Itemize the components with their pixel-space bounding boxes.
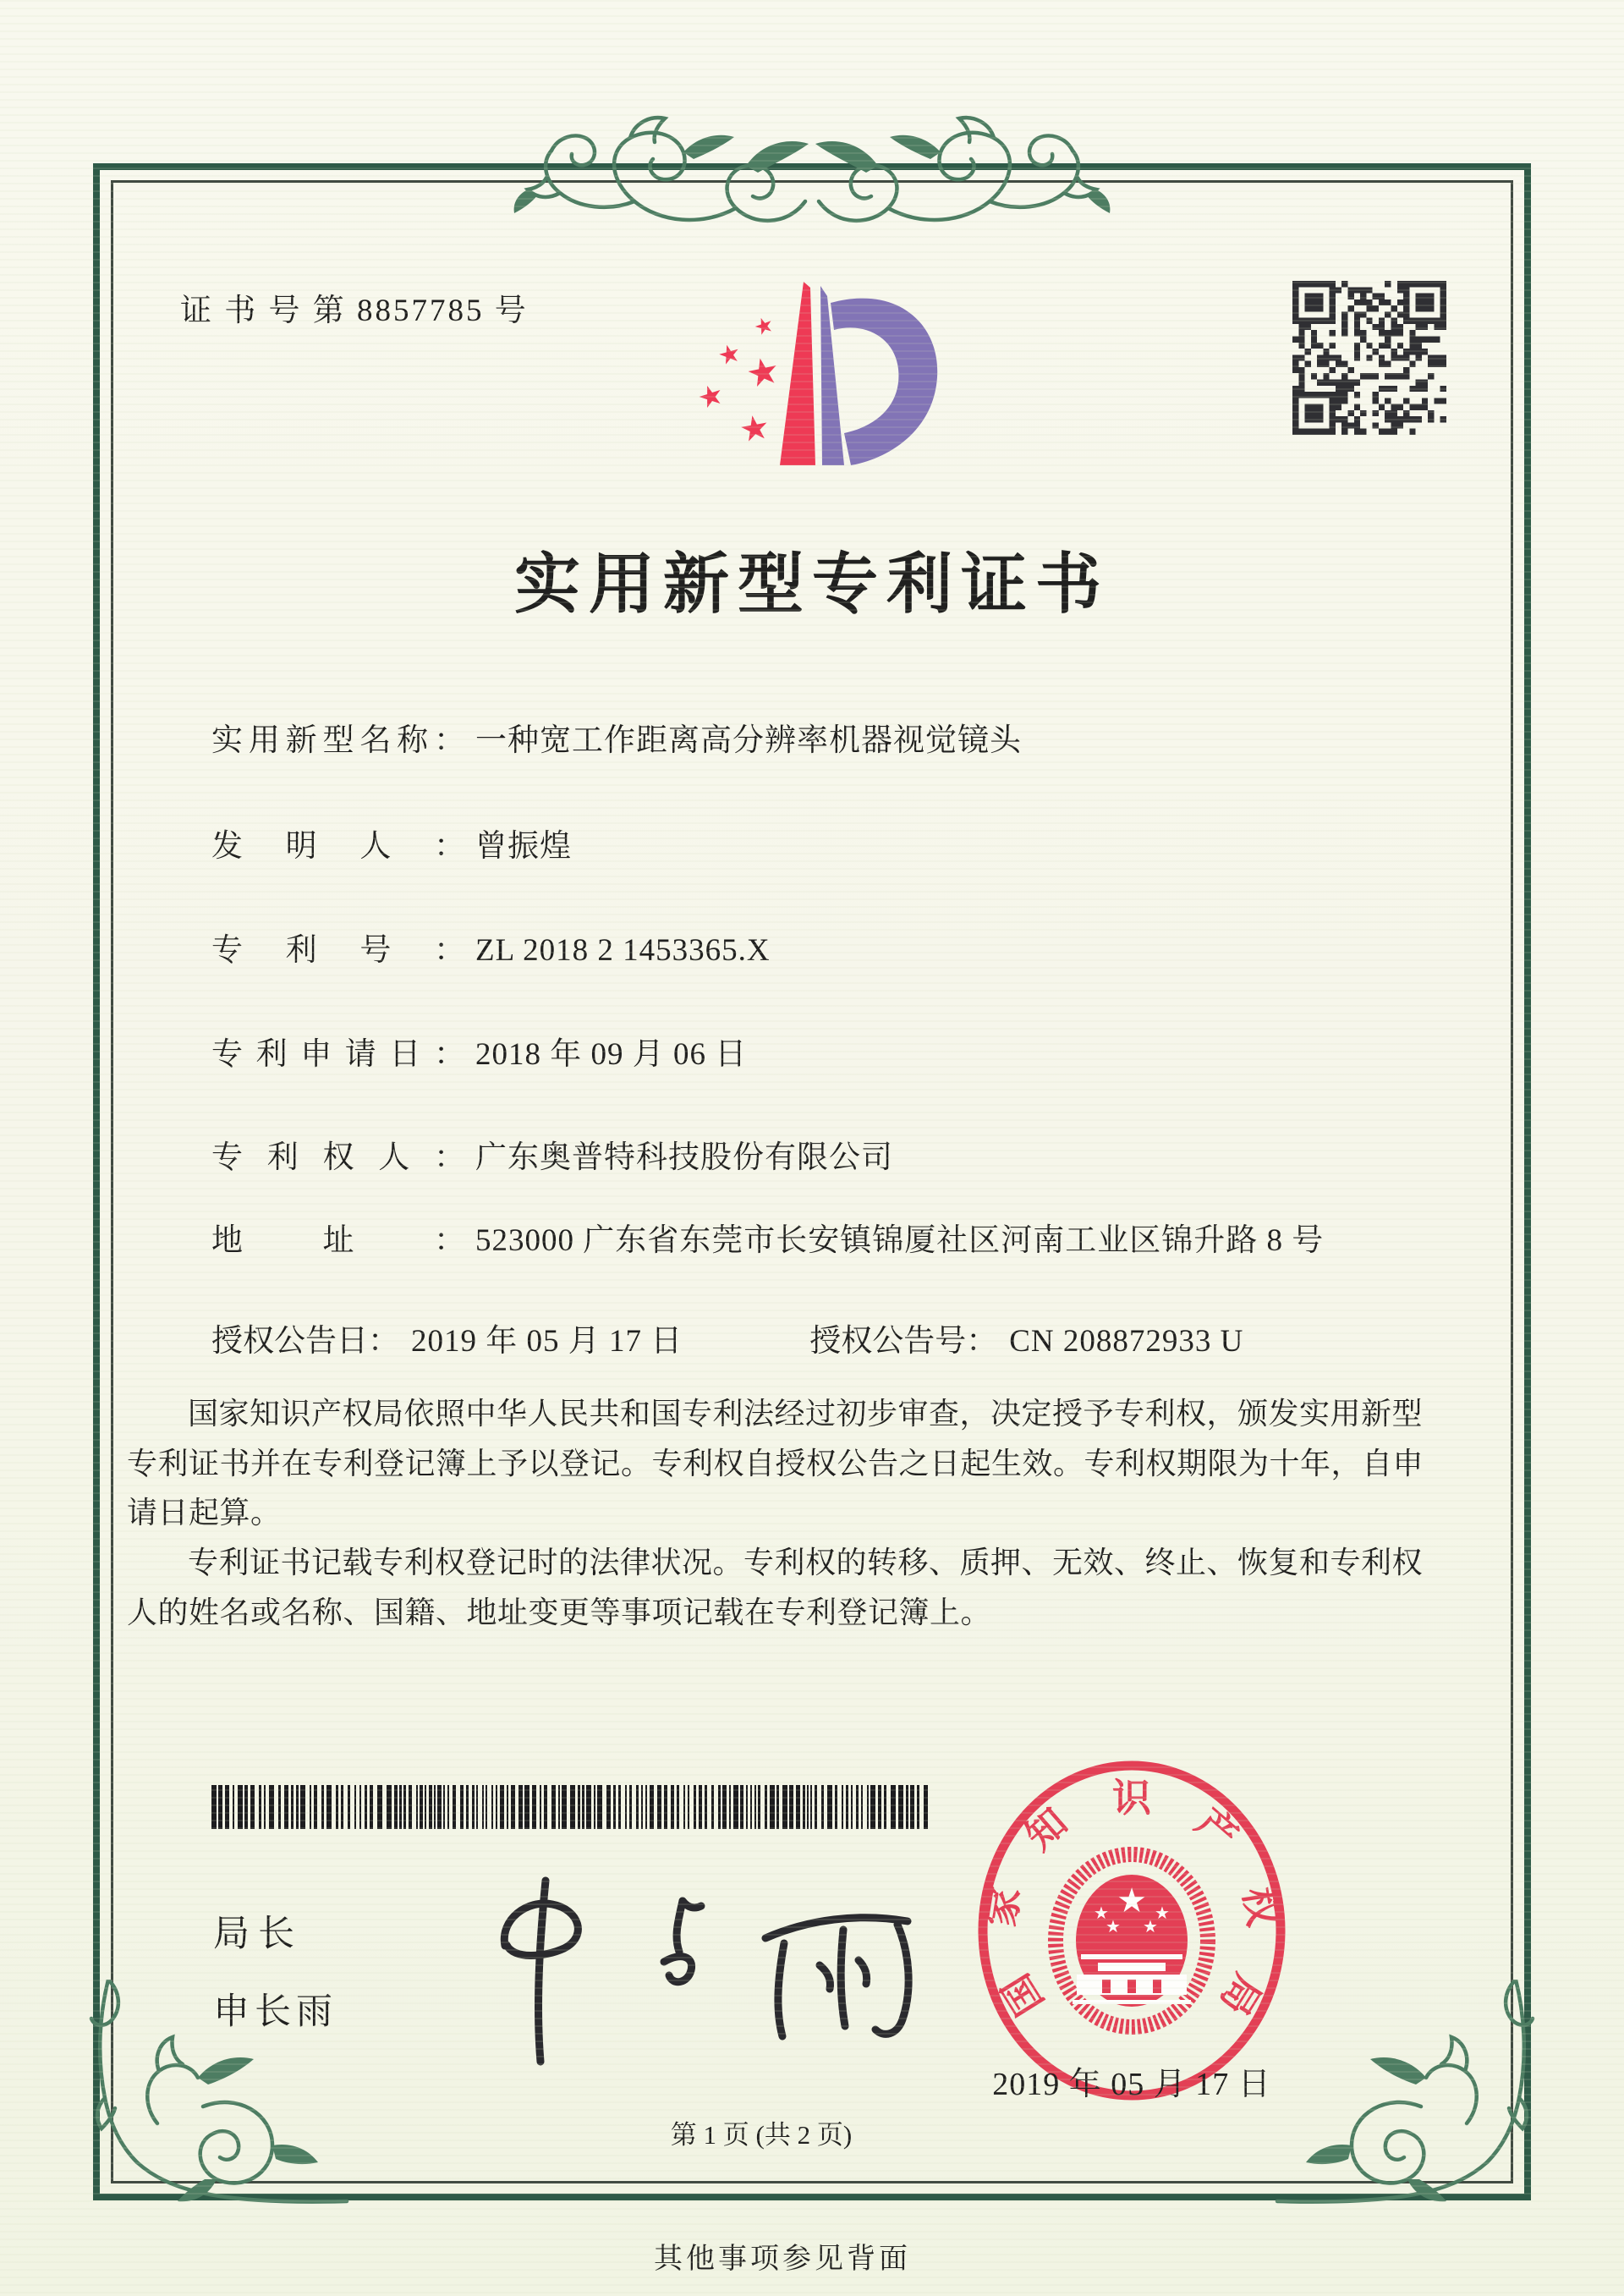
- signer-title: 局长: [213, 1914, 303, 1954]
- svg-text:家: 家: [979, 1884, 1029, 1930]
- qr-code: [1292, 281, 1446, 435]
- field-label: 专利号：: [211, 933, 465, 968]
- svg-text:知: 知: [1018, 1800, 1076, 1859]
- cnipa-patent-logo-icon: [677, 252, 947, 481]
- svg-text:局: 局: [1211, 1966, 1270, 2023]
- field-value: 523000 广东省东莞市长安镇锦厦社区河南工业区锦升路 8 号: [475, 1223, 1325, 1258]
- field-value: 2018 年 09 月 06 日: [475, 1037, 748, 1072]
- field-label: 授权公告日：: [211, 1324, 399, 1359]
- signer-name: 申长雨: [213, 1992, 337, 2032]
- field-label: 专利权人：: [211, 1140, 465, 1175]
- field-label: 授权公告号：: [809, 1324, 998, 1359]
- svg-text:产: 产: [1188, 1800, 1246, 1859]
- logo-p-bowl: [831, 299, 937, 465]
- field-value: 曾振煌: [475, 829, 572, 864]
- svg-text:★: ★: [750, 310, 778, 342]
- svg-text:★: ★: [1094, 1904, 1109, 1923]
- field-label: 发明人：: [211, 829, 465, 864]
- field-row-address: [211, 1221, 1324, 1261]
- svg-text:★: ★: [742, 349, 784, 397]
- legal-paragraph: 国家知识产权局依照中华人民共和国专利法经过初步审查，决定授予专利权，颁发实用新型专利证书并在专利登记簿上予以登记。专利权自授权公告之日起生效。专利权期限为十年，自申请日起算。: [127, 1397, 1424, 1530]
- svg-text:★: ★: [1155, 1904, 1170, 1923]
- field-value: ZL 2018 2 1453365.X: [475, 933, 771, 968]
- svg-text:★: ★: [1106, 1918, 1121, 1936]
- legal-text-block: [127, 1389, 1440, 1637]
- svg-text:★: ★: [1143, 1918, 1158, 1936]
- field-row-patentee: [211, 1138, 893, 1178]
- legal-paragraph: 专利证书记载专利权登记时的法律状况。专利权的转移、质押、无效、终止、恢复和专利权人的姓名或名称、国籍、地址变更等事项记载在专利登记簿上。: [127, 1546, 1424, 1629]
- field-row-utility-model-name: [211, 721, 1022, 761]
- svg-text:识: 识: [1112, 1777, 1151, 1820]
- svg-text:权: 权: [1235, 1884, 1285, 1930]
- svg-text:★: ★: [694, 378, 728, 416]
- field-value: CN 208872933 U: [1009, 1324, 1244, 1359]
- field-row-patent-number: [211, 931, 771, 971]
- svg-text:★: ★: [715, 338, 744, 371]
- back-side-note: 其他事项参见背面: [654, 2244, 911, 2275]
- field-value: 广东奥普特科技股份有限公司: [475, 1140, 893, 1175]
- director-signature: [461, 1857, 952, 2085]
- field-label: 地址：: [211, 1223, 465, 1258]
- grant-date: 2019 年 05 月 17 日: [992, 2067, 1271, 2102]
- logo-red-wedge: [780, 282, 815, 465]
- bottom-right-corner-ornament: [1269, 1980, 1548, 2233]
- field-label: 专利申请日：: [211, 1037, 465, 1072]
- field-row-filing-date: [211, 1035, 747, 1075]
- national-emblem: [1056, 1854, 1208, 2027]
- top-border-ornament: [508, 100, 1116, 227]
- field-label: 实用新型名称：: [211, 723, 465, 758]
- page-indicator: 第 1 页 (共 2 页): [670, 2120, 853, 2150]
- svg-text:国: 国: [994, 1966, 1052, 2023]
- certificate-number: 证 书 号 第 8857785 号: [180, 294, 529, 328]
- svg-text:★: ★: [1116, 1881, 1147, 1920]
- svg-text:★: ★: [736, 407, 773, 450]
- document-title: 实用新型专利证书: [513, 547, 1110, 621]
- field-value: 2019 年 05 月 17 日: [411, 1324, 683, 1359]
- field-row-grant-publication: [211, 1321, 1243, 1362]
- field-value: 一种宽工作距离高分辨率机器视觉镜头: [475, 723, 1022, 758]
- barcode: [211, 1785, 937, 1829]
- field-row-inventor: [211, 827, 572, 867]
